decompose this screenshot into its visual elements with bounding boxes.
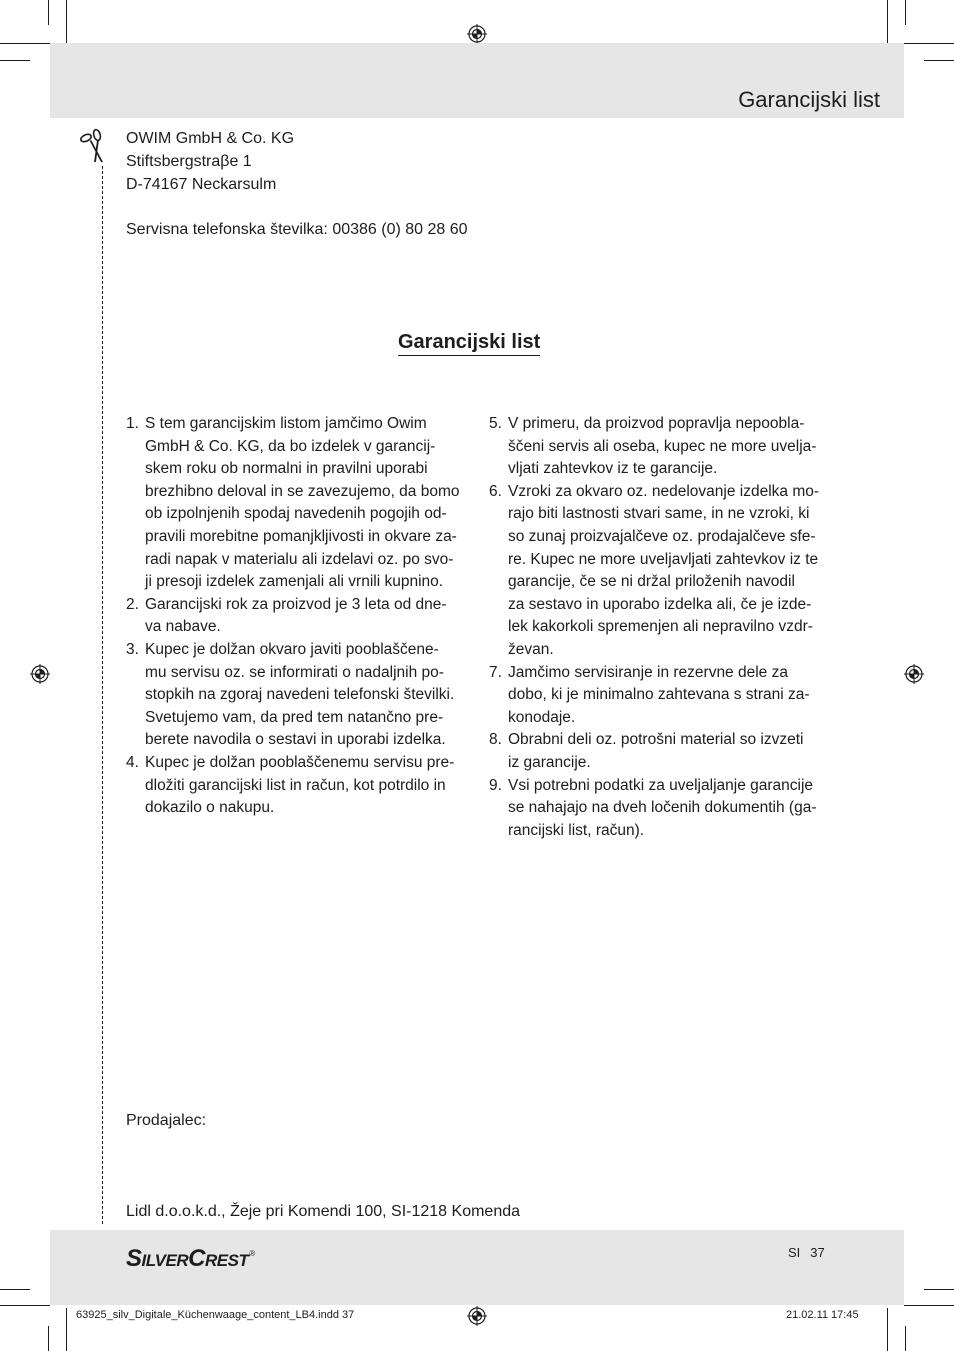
crop-mark — [904, 43, 954, 44]
address-line: Stiftsbergstraβe 1 — [126, 153, 252, 170]
item-line: za sestavo in uporabo izdelka ali, če je izde- — [508, 595, 812, 613]
item-number: 2. — [126, 595, 139, 613]
item-line: rajo biti lastnosti stvari same, in ne vzroki, ki — [508, 505, 810, 523]
list-item — [489, 662, 829, 730]
list-item — [489, 775, 829, 843]
crop-mark — [887, 1308, 888, 1351]
company-address — [126, 127, 294, 196]
page-header-title: Garancijski list — [738, 87, 880, 112]
item-line: ževan. — [508, 640, 554, 658]
item-line: lek kakorkoli spremenjen ali nepravilno vzdr- — [508, 618, 813, 636]
print-slug-date: 21.02.11 17:45 — [786, 1309, 859, 1321]
item-number: 5. — [489, 415, 502, 432]
print-slug-file: 63925_silv_Digitale_Küchenwaage_content_LB4.indd 37 — [76, 1309, 355, 1321]
page-reference — [788, 1245, 825, 1260]
registration-mark-icon — [30, 664, 50, 684]
list-item — [126, 594, 466, 639]
item-line: Kupec je dolžan okvaro javiti pooblaščene- — [145, 640, 439, 658]
scissors-icon — [78, 128, 108, 164]
address-line: D-74167 Neckarsulm — [126, 176, 277, 193]
item-line: dložiti garancijski list in račun, kot potrdilo in — [145, 776, 446, 794]
item-line: dokazilo o nakupu. — [145, 799, 275, 817]
item-line: pravili morebitne pomanjkljivosti in okvare za- — [145, 527, 457, 545]
list-item — [126, 413, 466, 594]
item-line: iz garancije. — [508, 753, 591, 771]
item-number: 1. — [126, 415, 139, 432]
crop-mark — [48, 1326, 49, 1351]
seller-label: Prodajalec: — [126, 1112, 207, 1129]
terms-column-right — [489, 413, 829, 842]
crop-mark — [0, 60, 30, 61]
item-line: ob izpolnjenih spodaj navedenih pogojih od- — [145, 505, 447, 523]
item-number: 9. — [489, 776, 502, 794]
item-number: 7. — [489, 663, 502, 681]
item-line: re. Kupec ne more uveljavljati zahtevkov iz te — [508, 550, 819, 568]
crop-mark — [887, 0, 888, 43]
item-line: konodaje. — [508, 708, 576, 726]
registration-mark-icon — [904, 664, 924, 684]
item-line: mu servisu oz. se informirati o nadaljnih po- — [145, 663, 444, 681]
crop-mark — [48, 0, 49, 25]
crop-mark — [66, 0, 67, 43]
item-number: 3. — [126, 640, 139, 658]
list-item — [126, 752, 466, 820]
item-number: 4. — [126, 753, 139, 771]
item-line: ji presoji izdelek zamenjali ali vrnili kupnino. — [145, 573, 444, 591]
terms-column-left — [126, 413, 466, 820]
item-line: berete navodila o sestavi in uporabi izdelka. — [145, 731, 446, 749]
cut-line — [102, 166, 103, 1224]
item-line: garancije, če se ni držal priloženih navodil — [508, 573, 795, 591]
item-line: V primeru, da proizvod popravlja nepoobla- — [508, 415, 805, 432]
service-phone: Servisna telefonska številka: 00386 (0) 80 28 60 — [126, 221, 468, 238]
registration-mark-icon — [467, 24, 487, 44]
item-line: stopkih na zgoraj navedeni telefonski številki. — [145, 686, 455, 704]
crop-mark — [66, 1308, 67, 1351]
crop-mark — [905, 0, 906, 25]
item-line: va nabave. — [145, 618, 221, 636]
crop-mark — [905, 1326, 906, 1351]
list-item — [126, 639, 466, 752]
item-line: brezhibno deloval in se zavezujemo, da bomo — [145, 482, 460, 500]
address-line: OWIM GmbH & Co. KG — [126, 130, 295, 147]
item-number: 8. — [489, 731, 502, 749]
crop-mark — [924, 60, 954, 61]
item-line: se nahajajo na dveh ločenih dokumentih (ga- — [508, 799, 817, 817]
item-line: radi napak v materialu ali izdelavi oz. po svo- — [145, 550, 454, 568]
crop-mark — [0, 1305, 50, 1306]
item-line: Vzroki za okvaro oz. nedelovanje izdelka mo- — [508, 482, 820, 500]
language-code: SI — [788, 1245, 801, 1260]
crop-mark — [904, 1305, 954, 1306]
list-item — [489, 481, 829, 662]
list-item — [489, 413, 829, 481]
item-line: Kupec je dolžan pooblaščenemu servisu pre- — [145, 753, 455, 771]
crop-mark — [0, 43, 50, 44]
seller-address: Lidl d.o.o.k.d., Žeje pri Komendi 100, SI-1218 Komenda — [126, 1203, 521, 1220]
item-number: 6. — [489, 482, 502, 500]
document-title: Garancijski list — [398, 329, 540, 356]
item-line: Vsi potrebni podatki za uveljaljanje garancije — [508, 776, 814, 794]
crop-mark — [924, 1289, 954, 1290]
item-line: ščeni servis ali oseba, kupec ne more uvelja- — [508, 437, 817, 455]
item-line: Svetujemo vam, da pred tem natančno pre- — [145, 708, 444, 726]
item-line: so zunaj proizvajalčeve oz. prodajalčeve sfe- — [508, 527, 816, 545]
item-line: GmbH & Co. KG, da bo izdelek v garancij- — [145, 437, 436, 455]
page-number: 37 — [810, 1245, 825, 1260]
item-line: S tem garancijskim listom jamčimo Owim — [145, 415, 427, 432]
item-line: vljati zahtevkov iz te garancije. — [508, 460, 718, 478]
item-line: Obrabni deli oz. potrošni material so izvzeti — [508, 731, 804, 749]
list-item — [489, 729, 829, 774]
item-line: skem roku ob normalni in pravilni uporabi — [145, 460, 428, 478]
item-line: dobo, ki je minimalno zahtevana s strani za- — [508, 686, 810, 704]
silvercrest-logo: SILVERCREST® — [126, 1245, 255, 1272]
item-line: rancijski list, račun). — [508, 821, 645, 839]
registration-mark-icon — [467, 1306, 487, 1326]
item-line: Jamčimo servisiranje in rezervne dele za — [508, 663, 788, 681]
crop-mark — [0, 1289, 30, 1290]
item-line: Garancijski rok za proizvod je 3 leta od dne- — [145, 595, 447, 613]
